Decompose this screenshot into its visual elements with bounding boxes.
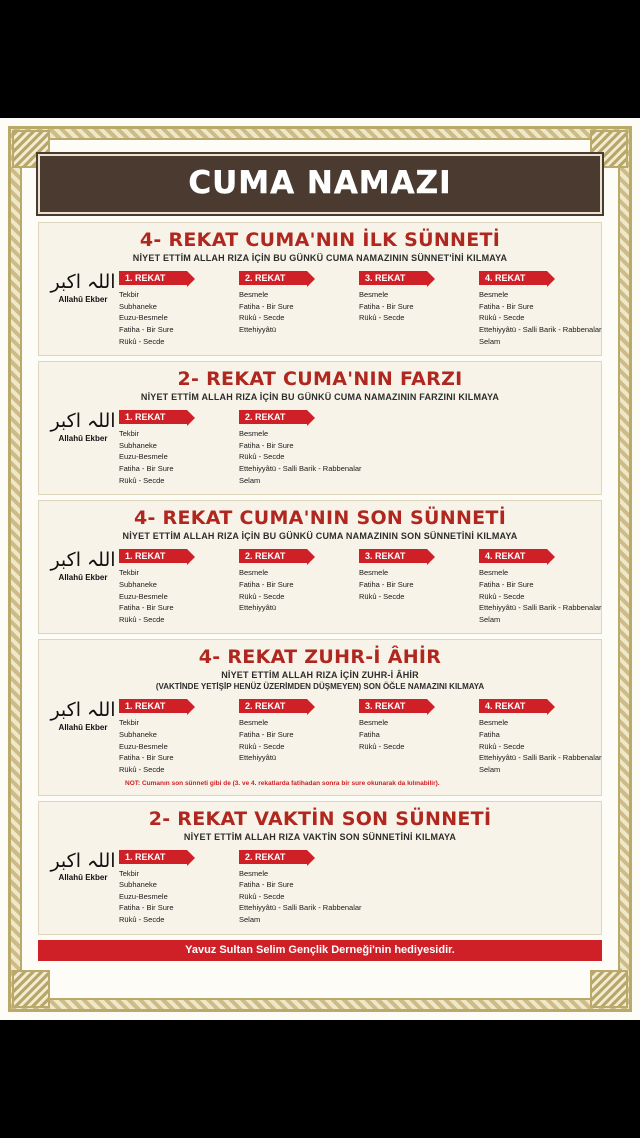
- allahu-ekber-label: Allahû Ekber: [58, 434, 108, 444]
- column-spacer: [359, 847, 473, 926]
- rekat-step-list: [239, 428, 362, 486]
- list-item: Selam: [479, 336, 501, 346]
- list-item: Besmele: [239, 868, 269, 878]
- rekat-tag: 4. REKAT: [479, 699, 547, 713]
- rekat-step-list: [359, 567, 473, 602]
- rekat-column: [119, 847, 233, 926]
- allahu-ekber-label: Allahû Ekber: [58, 873, 108, 883]
- rekat-tag: 4. REKAT: [479, 271, 547, 285]
- rekat-step-list: [479, 567, 602, 625]
- section-title: 2- REKAT VAKTİN SON SÜNNETİ: [148, 807, 492, 830]
- rekat-step-list: [239, 868, 362, 926]
- rekat-tag: 1. REKAT: [119, 850, 187, 864]
- rekat-column: [119, 407, 233, 486]
- rekat-column: [239, 546, 353, 625]
- list-item: Rükû - Secde: [359, 741, 405, 751]
- rekat-column: [239, 847, 362, 926]
- list-item: Fatiha - Bir Sure: [119, 753, 174, 763]
- section-intention: NİYET ETTİM ALLAH RIZA İÇİN BU GÜNKÜ CUMA NAMAZININ SON SÜNNETİNİ KILMAYA: [122, 531, 518, 542]
- rekat-column: [479, 696, 602, 775]
- rekat-step-list: [239, 289, 353, 336]
- list-item: Fatiha - Bir Sure: [359, 301, 414, 311]
- rekat-tag: 4. REKAT: [479, 549, 547, 563]
- section-body: [47, 696, 602, 775]
- list-item: Subhaneke: [119, 730, 157, 739]
- list-item: Fatiha: [479, 730, 500, 739]
- list-item: Fatiha - Bir Sure: [239, 730, 294, 739]
- list-item: Fatiha - Bir Sure: [119, 903, 174, 913]
- prayer-section: [38, 361, 602, 495]
- rekat-tag: 1. REKAT: [119, 699, 187, 713]
- list-item: Ettehiyyâtü - Salli Barik - Rabbenalar: [479, 324, 602, 334]
- list-item: Rükû - Secde: [479, 313, 525, 323]
- rekat-column: [119, 546, 233, 625]
- list-item: Euzu-Besmele: [119, 591, 168, 601]
- poster: [0, 118, 640, 1020]
- rekat-columns: [119, 696, 602, 775]
- list-item: Besmele: [479, 290, 509, 299]
- list-item: Subhaneke: [119, 880, 157, 890]
- list-item: Rükû - Secde: [239, 591, 285, 601]
- allahu-ekber-block: [47, 407, 119, 443]
- allahu-ekber-label: Allahû Ekber: [58, 294, 108, 304]
- list-item: Fatiha - Bir Sure: [239, 880, 294, 890]
- list-item: Besmele: [239, 718, 269, 728]
- list-item: Besmele: [239, 290, 269, 299]
- allahu-ekber-block: [47, 268, 119, 304]
- list-item: Subhaneke: [119, 440, 157, 450]
- calligraphy-icon: اللہ اکبر: [50, 549, 116, 572]
- rekat-tag: 1. REKAT: [119, 549, 187, 563]
- rekat-step-list: [239, 717, 353, 764]
- list-item: Rükû - Secde: [239, 452, 285, 462]
- list-item: Tekbir: [119, 718, 140, 728]
- rekat-columns: [119, 847, 593, 926]
- list-item: Besmele: [479, 718, 509, 728]
- list-item: Fatiha - Bir Sure: [119, 464, 174, 473]
- list-item: Fatiha - Bir Sure: [119, 603, 174, 613]
- rekat-columns: [119, 407, 593, 486]
- list-item: Ettehiyyâtü - Salli Barik - Rabbenalar: [479, 753, 602, 763]
- list-item: Fatiha - Bir Sure: [239, 440, 294, 450]
- list-item: Rükû - Secde: [359, 591, 405, 601]
- list-item: Ettehiyyâtü - Salli Barik - Rabbenalar: [479, 603, 602, 613]
- list-item: Rükû - Secde: [119, 475, 165, 485]
- calligraphy-icon: اللہ اکبر: [50, 849, 116, 872]
- list-item: Euzu-Besmele: [119, 452, 168, 462]
- rekat-step-list: [119, 717, 233, 775]
- sections-container: [30, 222, 610, 935]
- section-intention-secondary: (VAKTİNDE YETİŞİP HENÜZ ÜZERİMDEN DÜŞMEYEN) SON ÖĞLE NAMAZINI KILMAYA: [155, 682, 485, 692]
- rekat-step-list: [119, 868, 233, 926]
- section-note: NOT: Cumanın son sünneti gibi de (3. ve 4. rekatlarda fatihadan sonra bir sure okunarak da kılınabilir).: [125, 779, 440, 787]
- rekat-column: [239, 407, 362, 486]
- section-body: [47, 407, 593, 486]
- list-item: Ettehiyyâtü: [239, 324, 277, 334]
- list-item: Subhaneke: [119, 579, 157, 589]
- column-spacer: [359, 407, 473, 486]
- section-body: [47, 546, 602, 625]
- rekat-column: [479, 546, 602, 625]
- rekat-tag: 3. REKAT: [359, 549, 427, 563]
- rekat-tag: 2. REKAT: [239, 850, 307, 864]
- rekat-tag: 2. REKAT: [239, 549, 307, 563]
- list-item: Fatiha - Bir Sure: [479, 301, 534, 311]
- list-item: Selam: [239, 475, 261, 485]
- prayer-section: [38, 639, 602, 795]
- section-body: [47, 268, 602, 347]
- list-item: Rükû - Secde: [119, 764, 165, 774]
- rekat-column: [359, 268, 473, 347]
- section-intention: NİYET ETTİM ALLAH RIZA VAKTİN SON SÜNNETİNİ KILMAYA: [183, 831, 457, 842]
- calligraphy-icon: اللہ اکبر: [50, 699, 116, 722]
- list-item: Fatiha - Bir Sure: [119, 324, 174, 334]
- rekat-columns: [119, 268, 602, 347]
- prayer-section: [38, 500, 602, 634]
- rekat-column: [239, 696, 353, 775]
- rekat-column: [359, 546, 473, 625]
- list-item: Besmele: [239, 568, 269, 578]
- list-item: Fatiha - Bir Sure: [239, 579, 294, 589]
- allahu-ekber-block: [47, 847, 119, 883]
- list-item: Tekbir: [119, 568, 140, 578]
- rekat-column: [479, 268, 602, 347]
- rekat-tag: 2. REKAT: [239, 410, 307, 424]
- list-item: Euzu-Besmele: [119, 891, 168, 901]
- rekat-step-list: [119, 289, 233, 347]
- poster-content: [30, 148, 610, 990]
- rekat-tag: 1. REKAT: [119, 271, 187, 285]
- list-item: Ettehiyyâtü: [239, 603, 277, 613]
- list-item: Fatiha - Bir Sure: [239, 301, 294, 311]
- page-title: CUMA NAMAZI: [188, 165, 452, 201]
- rekat-tag: 3. REKAT: [359, 699, 427, 713]
- list-item: Selam: [239, 915, 261, 924]
- rekat-column: [239, 268, 353, 347]
- list-item: Ettehiyyâtü - Salli Barik - Rabbenalar: [239, 903, 362, 913]
- list-item: Fatiha - Bir Sure: [479, 579, 534, 589]
- list-item: Rükû - Secde: [239, 313, 285, 323]
- rekat-step-list: [479, 289, 602, 347]
- list-item: Selam: [479, 614, 501, 624]
- list-item: Besmele: [359, 718, 389, 728]
- list-item: Ettehiyyâtü - Salli Barik - Rabbenalar: [239, 464, 362, 473]
- calligraphy-icon: اللہ اکبر: [50, 271, 116, 293]
- section-intention: NİYET ETTİM ALLAH RIZA İÇİN BU GÜNKÜ CUMA NAMAZININ SÜNNET'İNİ KILMAYA: [132, 253, 508, 263]
- prayer-section: [38, 801, 602, 935]
- rekat-tag: 2. REKAT: [239, 271, 307, 285]
- rekat-tag: 1. REKAT: [119, 410, 187, 424]
- list-item: Tekbir: [119, 290, 140, 299]
- column-spacer: [479, 847, 593, 926]
- allahu-ekber-block: [47, 696, 119, 732]
- rekat-step-list: [119, 567, 233, 625]
- rekat-step-list: [479, 717, 602, 775]
- section-title: 4- REKAT CUMA'NIN İLK SÜNNETİ: [139, 229, 501, 251]
- rekat-tag: 3. REKAT: [359, 271, 427, 285]
- section-title: 4- REKAT ZUHR-İ ÂHİR: [198, 646, 442, 669]
- list-item: Rükû - Secde: [479, 591, 525, 601]
- allahu-ekber-label: Allahû Ekber: [58, 573, 108, 583]
- rekat-columns: [119, 546, 602, 625]
- list-item: Euzu-Besmele: [119, 313, 168, 323]
- rekat-column: [119, 268, 233, 347]
- list-item: Subhaneke: [119, 301, 157, 311]
- allahu-ekber-label: Allahû Ekber: [58, 723, 108, 733]
- list-item: Rükû - Secde: [479, 741, 525, 751]
- list-item: Fatiha - Bir Sure: [359, 579, 414, 589]
- rekat-step-list: [359, 717, 473, 752]
- rekat-step-list: [359, 289, 473, 324]
- prayer-section: [38, 222, 602, 356]
- list-item: Besmele: [239, 429, 269, 439]
- list-item: Ettehiyyâtü: [239, 753, 277, 763]
- list-item: Tekbir: [119, 429, 140, 439]
- list-item: Rükû - Secde: [359, 313, 405, 323]
- list-item: Besmele: [479, 568, 509, 578]
- poster-title-bar: [38, 154, 602, 214]
- rekat-step-list: [239, 567, 353, 614]
- list-item: Besmele: [359, 568, 389, 578]
- calligraphy-icon: اللہ اکبر: [50, 410, 116, 433]
- list-item: Rükû - Secde: [119, 336, 165, 346]
- allahu-ekber-block: [47, 546, 119, 582]
- poster-footer: Yavuz Sultan Selim Gençlik Derneği'nin hediyesidir.: [38, 940, 602, 961]
- list-item: Selam: [479, 764, 501, 774]
- list-item: Rükû - Secde: [239, 891, 285, 901]
- rekat-step-list: [119, 428, 233, 486]
- list-item: Euzu-Besmele: [119, 741, 168, 751]
- list-item: Rükû - Secde: [239, 741, 285, 751]
- section-intention: NİYET ETTİM ALLAH RIZA İÇİN BU GÜNKÜ CUMA NAMAZININ FARZINI KILMAYA: [140, 392, 500, 403]
- rekat-column: [359, 696, 473, 775]
- section-title: 2- REKAT CUMA'NIN FARZI: [177, 368, 463, 391]
- list-item: Fatiha: [359, 730, 380, 739]
- rekat-tag: 2. REKAT: [239, 699, 307, 713]
- column-spacer: [479, 407, 593, 486]
- list-item: Rükû - Secde: [119, 915, 165, 924]
- rekat-column: [119, 696, 233, 775]
- section-title: 4- REKAT CUMA'NIN SON SÜNNETİ: [133, 507, 507, 530]
- list-item: Besmele: [359, 290, 389, 299]
- list-item: Rükû - Secde: [119, 614, 165, 624]
- list-item: Tekbir: [119, 868, 140, 878]
- section-intention: NİYET ETTİM ALLAH RIZA İÇİN ZUHR-İ ÂHİR: [221, 670, 419, 681]
- section-body: [47, 847, 593, 926]
